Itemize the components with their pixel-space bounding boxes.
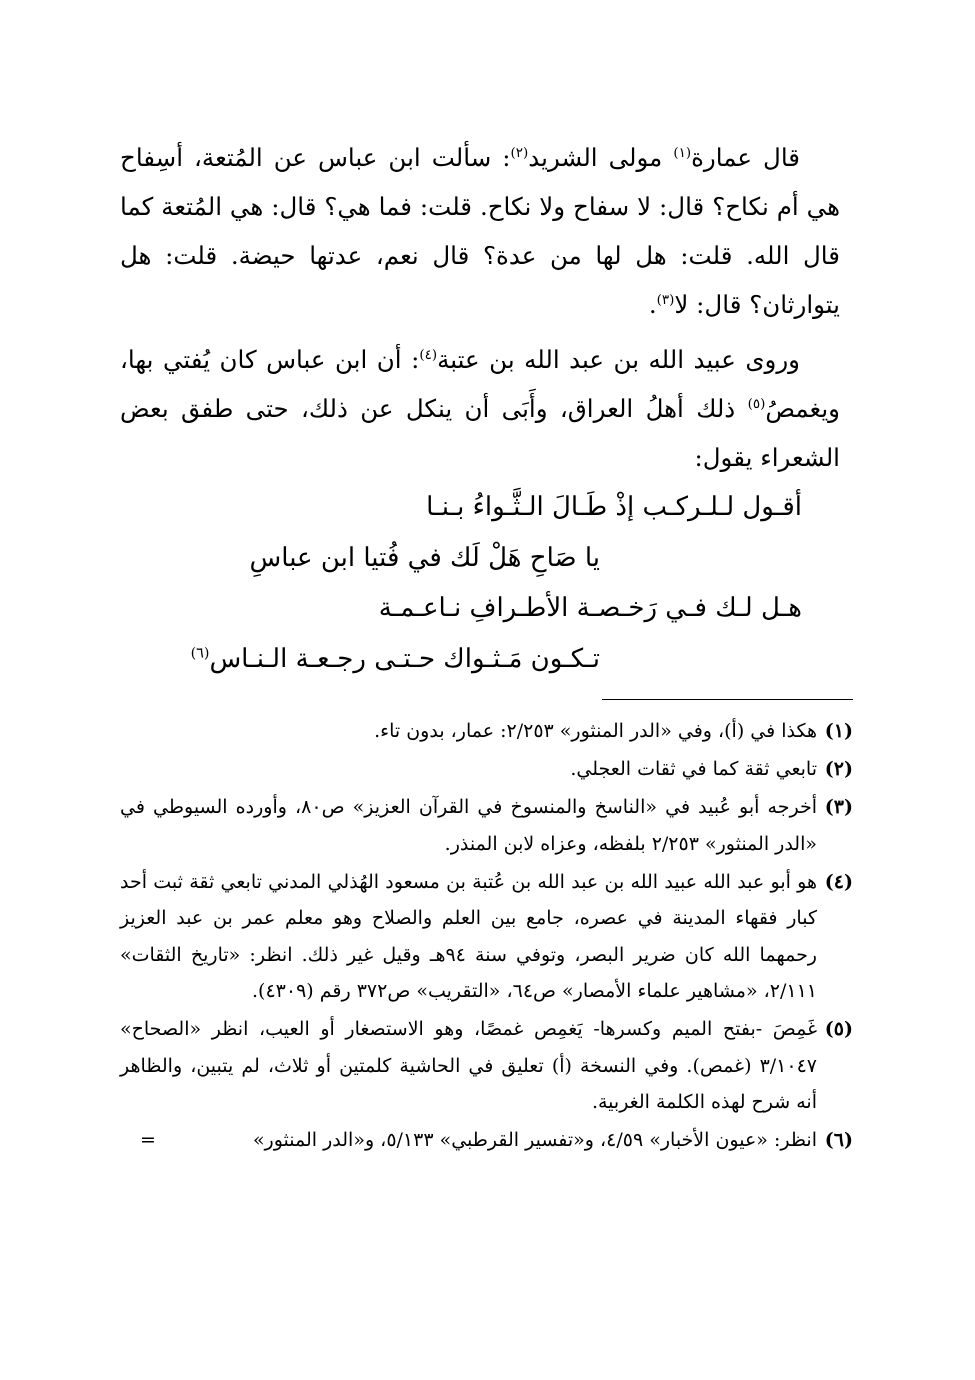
footnote-3 xyxy=(120,789,853,862)
footnote-number: (١) xyxy=(824,720,853,742)
footnote-number: (٢) xyxy=(824,758,853,780)
footnote-number: (٦) xyxy=(824,1129,853,1151)
paragraph-1: قال عمارة$^{(١)}$ مولى الشريد$^{(٢)}$: سألت ابن عباس عن المُتعة، أسِفاح هي أم نكاح؟ قال: لا سفاح ولا نكاح. قلت: فما هي؟ قال: هي المُتعة كما قال الله. قلت: هل لها من عدة؟ قال نعم، عدتها حيضة. قلت: هل يتوارثان؟ قال: لا$^{(٣)}$. xyxy=(120,143,840,319)
footnotes xyxy=(120,713,853,1160)
footnote-text: هو أبو عبد الله عبيد الله بن عبد الله بن عُتبة بن مسعود الهُذلي المدني تابعي ثقة ثبت أحد كبار فقهاء المدينة في عصره، جامع بين العلم والصلاح وهو معلم عمر بن عبد العزيز رحمهما الله كان ضرير البصر، وتوفي سنة ٩٤هـ وقيل غير ذلك. انظر: «تاريخ الثقات» ٢/١١١، «مشاهير علماء الأمصار» ص٦٤، «التقريب» ص٣٧٢ رقم (٤٣٠٩). xyxy=(120,870,817,1002)
footnote-number: (٤) xyxy=(824,870,853,893)
footnote-2 xyxy=(120,751,853,788)
footnote-text: تابعي ثقة كما في ثقات العجلي. xyxy=(570,758,817,780)
footnote-number: (٣) xyxy=(824,796,853,818)
footnote-ref-6[interactable]: (٦) xyxy=(190,645,210,662)
poem-line-1: أقـول لـلـركـب إذْ طَـالَ الـثَّـواءُ بـنـا xyxy=(426,492,802,522)
main-text xyxy=(120,133,840,482)
footnote-text: غَمِصَ -بفتح الميم وكسرها- يَغمِص غمصًا، وهو الاستصغار أو العيب، انظر «الصحاح» ٣/١٠٤٧ (غمص). وفي النسخة (أ) تعليق في الحاشية كلمتين أو ثلاث، لم يتبين، والظاهر أنه شرح لهذه الكلمة الغربية. xyxy=(120,1018,817,1113)
footnote-number: (٥) xyxy=(824,1018,853,1040)
footnote-4 xyxy=(120,864,853,1010)
poem-line-4: تـكـون مَـثـواك حـتـى رجـعـة الـنـاس$^{(٦)}$ xyxy=(190,644,600,674)
footnote-ref-5[interactable]: (٥) xyxy=(747,395,766,412)
footnote-ref-2[interactable]: (٢) xyxy=(510,144,529,161)
footnote-ref-3[interactable]: (٣) xyxy=(656,291,675,308)
footnote-text: أخرجه أبو عُبيد في «الناسخ والمنسوخ في القرآن العزيز» ص٨٠، وأورده السيوطي في «الدر المنثور» ٢/٢٥٣ بلفظه، وعزاه لابن المنذر. xyxy=(120,796,817,855)
footnote-ref-1[interactable]: (١) xyxy=(673,144,692,161)
footnote-separator xyxy=(602,699,853,700)
continuation-mark: = xyxy=(140,1129,156,1151)
footnote-ref-4[interactable]: (٤) xyxy=(419,346,438,363)
footnote-text: هكذا في (أ)، وفي «الدر المنثور» ٢/٢٥٣: عمار، بدون تاء. xyxy=(374,720,817,742)
footnote-6 xyxy=(120,1122,853,1159)
poem-line-2: يا صَاحِ هَلْ لَك في فُتيا ابن عباسِ xyxy=(249,543,600,573)
poem-line-3: هـل لـك فـي رَخـصـة الأطـرافِ نـاعـمـة xyxy=(378,593,802,623)
footnote-text: انظر: «عيون الأخبار» ٤/٥٩، و«تفسير القرطبي» ٥/١٣٣، و«الدر المنثور» xyxy=(252,1129,817,1151)
footnote-5 xyxy=(120,1011,853,1121)
paragraph-2: وروى عبيد الله بن عبد الله بن عتبة$^{(٤)}$: أن ابن عباس كان يُفتي بها، ويغمصُ$^{(٥)}$ ذلك أهلُ العراق، وأَبَى أن ينكل عن ذلك، حتى طفق بعض الشعراء يقول: xyxy=(120,345,840,472)
footnote-1 xyxy=(120,713,853,750)
